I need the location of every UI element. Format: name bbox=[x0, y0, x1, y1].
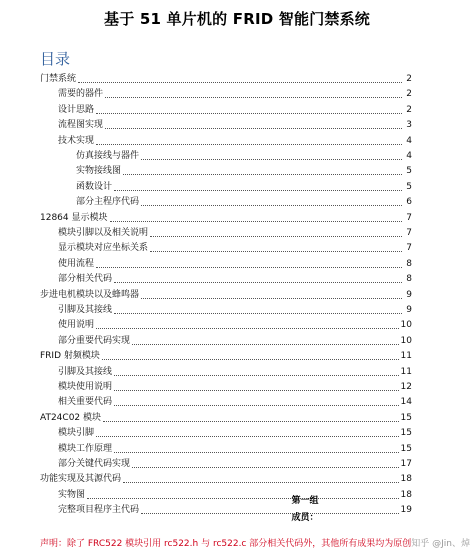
toc-entry-label: 部分重要代码实现 bbox=[58, 335, 131, 346]
toc-entry[interactable] bbox=[58, 227, 412, 239]
toc-entry-page: 5 bbox=[406, 181, 412, 192]
toc-leader-dots bbox=[150, 251, 402, 252]
toc-entry-page: 11 bbox=[400, 366, 412, 377]
toc-entry-page: 18 bbox=[400, 489, 412, 500]
toc-entry[interactable] bbox=[76, 150, 412, 162]
toc-leader-dots bbox=[102, 359, 399, 360]
toc-entry[interactable] bbox=[76, 181, 412, 193]
toc-entry-label: FRID 射频模块 bbox=[40, 351, 100, 362]
toc-entry[interactable] bbox=[58, 104, 412, 116]
toc-entry-label: 使用说明 bbox=[58, 320, 95, 331]
toc-leader-dots bbox=[114, 190, 402, 191]
footer-members: 成员： bbox=[291, 513, 319, 523]
toc-leader-dots bbox=[141, 159, 402, 160]
toc-entry-page: 8 bbox=[406, 258, 412, 269]
toc-entry[interactable] bbox=[58, 242, 412, 254]
toc-leader-dots bbox=[150, 236, 402, 237]
toc-entry-label: 实物接线图 bbox=[76, 166, 122, 177]
toc-entry-label: 仿真接线与器件 bbox=[76, 151, 140, 161]
toc-entry-page: 2 bbox=[406, 104, 412, 115]
toc-entry-page: 2 bbox=[406, 74, 412, 84]
toc-leader-dots bbox=[132, 344, 399, 345]
toc-entry-label: 引脚及其接线 bbox=[58, 366, 113, 377]
toc-entry-page: 11 bbox=[400, 351, 412, 362]
toc-entry-label: 需要的器件 bbox=[58, 89, 104, 100]
toc-leader-dots bbox=[132, 467, 399, 468]
toc-entry[interactable] bbox=[58, 335, 412, 347]
toc-entry-page: 10 bbox=[400, 335, 412, 346]
toc-leader-dots bbox=[114, 313, 402, 314]
toc-entry-label: 模块引脚 bbox=[58, 428, 95, 439]
toc-entry-page: 6 bbox=[406, 197, 412, 208]
toc-entry-label: 技术实现 bbox=[58, 135, 95, 146]
toc-entry-label: 模块引脚以及相关说明 bbox=[58, 228, 149, 238]
toc-entry[interactable] bbox=[76, 196, 412, 208]
toc-entry-page: 18 bbox=[400, 474, 412, 485]
toc-entry-page: 4 bbox=[406, 135, 412, 146]
toc-leader-dots bbox=[123, 174, 402, 175]
toc-leader-dots bbox=[114, 390, 399, 391]
toc-leader-dots bbox=[114, 452, 399, 453]
toc-entry-page: 15 bbox=[400, 428, 412, 439]
toc-leader-dots bbox=[96, 328, 399, 329]
disclaimer-text: 声明：除了 FRC522 模块引用 rc522.h 与 rc522.c 部分相关代码外，其他所有成果均为原创 bbox=[40, 539, 412, 549]
toc-leader-dots bbox=[96, 113, 402, 114]
toc-leader-dots bbox=[114, 375, 399, 376]
toc-entry-label: 门禁系统 bbox=[40, 74, 77, 84]
toc-entry-label: 引脚及其接线 bbox=[58, 305, 113, 315]
toc-entry-label: 12864 显示模块 bbox=[40, 212, 108, 223]
toc-entry-label: 部分关键代码实现 bbox=[58, 459, 131, 469]
toc-entry-page: 8 bbox=[406, 274, 412, 285]
toc-entry[interactable] bbox=[58, 88, 412, 100]
toc-entry[interactable] bbox=[40, 289, 412, 301]
toc-entry[interactable] bbox=[58, 304, 412, 316]
toc-entry-label: 设计思路 bbox=[58, 104, 95, 115]
toc-entry-page: 15 bbox=[400, 443, 412, 454]
toc-entry-label: AT24C02 模块 bbox=[40, 412, 102, 423]
toc-entry-label: 模块工作原理 bbox=[58, 443, 113, 454]
toc-entry-label: 函数设计 bbox=[76, 181, 113, 192]
toc-entry-label: 功能实现及其源代码 bbox=[40, 474, 122, 485]
toc-heading: 目录 bbox=[40, 50, 71, 68]
toc-entry[interactable] bbox=[40, 73, 412, 85]
toc-entry[interactable] bbox=[40, 212, 412, 224]
toc-entry-label: 部分相关代码 bbox=[58, 274, 113, 285]
toc-entry-label: 步进电机模块以及蜂鸣器 bbox=[40, 289, 140, 300]
toc-entry-page: 10 bbox=[400, 320, 412, 331]
toc-entry-page: 19 bbox=[400, 505, 412, 516]
toc-entry-label: 实物图 bbox=[58, 489, 86, 500]
toc-leader-dots bbox=[96, 144, 402, 145]
toc-entry[interactable] bbox=[58, 319, 412, 331]
toc-leader-dots bbox=[141, 205, 402, 206]
toc-entry-page: 7 bbox=[406, 243, 412, 254]
toc-entry-page: 2 bbox=[406, 89, 412, 100]
toc-entry-page: 17 bbox=[400, 459, 412, 469]
toc-entry[interactable] bbox=[58, 135, 412, 147]
toc-entry-page: 7 bbox=[406, 212, 412, 223]
toc-entry[interactable] bbox=[40, 412, 412, 424]
toc-entry-label: 流程图实现 bbox=[58, 120, 104, 131]
toc-entry-label: 使用流程 bbox=[58, 258, 95, 269]
watermark: 知乎 @Jin、焯 bbox=[411, 536, 470, 549]
toc-entry-page: 12 bbox=[400, 382, 412, 392]
toc-leader-dots bbox=[105, 97, 402, 98]
toc-entry-label: 显示模块对应坐标关系 bbox=[58, 243, 149, 254]
toc-entry[interactable] bbox=[40, 350, 412, 362]
document-title: 基于 51 单片机的 FRID 智能门禁系统 bbox=[104, 10, 370, 28]
toc-leader-dots bbox=[103, 421, 399, 422]
footer-group: 第一组 bbox=[291, 496, 319, 506]
toc-entry[interactable] bbox=[40, 473, 412, 485]
toc-entry-label: 完整项目程序主代码 bbox=[58, 505, 140, 516]
toc-entry-page: 3 bbox=[406, 120, 412, 131]
toc-entry[interactable] bbox=[58, 366, 412, 378]
toc-entry[interactable] bbox=[58, 443, 412, 455]
toc-entry-page: 9 bbox=[406, 289, 412, 300]
toc-entry-page: 15 bbox=[400, 412, 412, 423]
toc-entry[interactable] bbox=[58, 381, 412, 393]
toc-leader-dots bbox=[110, 221, 403, 222]
toc-entry[interactable] bbox=[58, 458, 412, 470]
toc-entry-label: 模块使用说明 bbox=[58, 382, 113, 392]
toc-entry[interactable] bbox=[58, 396, 412, 408]
toc-entry[interactable] bbox=[58, 273, 412, 285]
toc-entry[interactable] bbox=[76, 165, 412, 177]
toc-entry-page: 9 bbox=[406, 305, 412, 315]
toc-entry-page: 4 bbox=[406, 151, 412, 161]
toc-entry-page: 7 bbox=[406, 228, 412, 238]
toc-leader-dots bbox=[78, 82, 402, 83]
toc-entry-label: 相关重要代码 bbox=[58, 397, 113, 408]
toc-leader-dots bbox=[114, 405, 399, 406]
toc-entry-label: 部分主程序代码 bbox=[76, 197, 140, 208]
toc-leader-dots bbox=[105, 128, 402, 129]
toc-entry[interactable] bbox=[58, 427, 412, 439]
toc-leader-dots bbox=[141, 298, 402, 299]
toc-entry[interactable] bbox=[58, 119, 412, 131]
toc-entry-page: 5 bbox=[406, 166, 412, 177]
toc-leader-dots bbox=[96, 267, 402, 268]
toc-leader-dots bbox=[123, 482, 399, 483]
toc-leader-dots bbox=[114, 282, 402, 283]
toc-entry-page: 14 bbox=[400, 397, 412, 408]
toc-leader-dots bbox=[96, 436, 399, 437]
toc-entry[interactable] bbox=[58, 258, 412, 270]
